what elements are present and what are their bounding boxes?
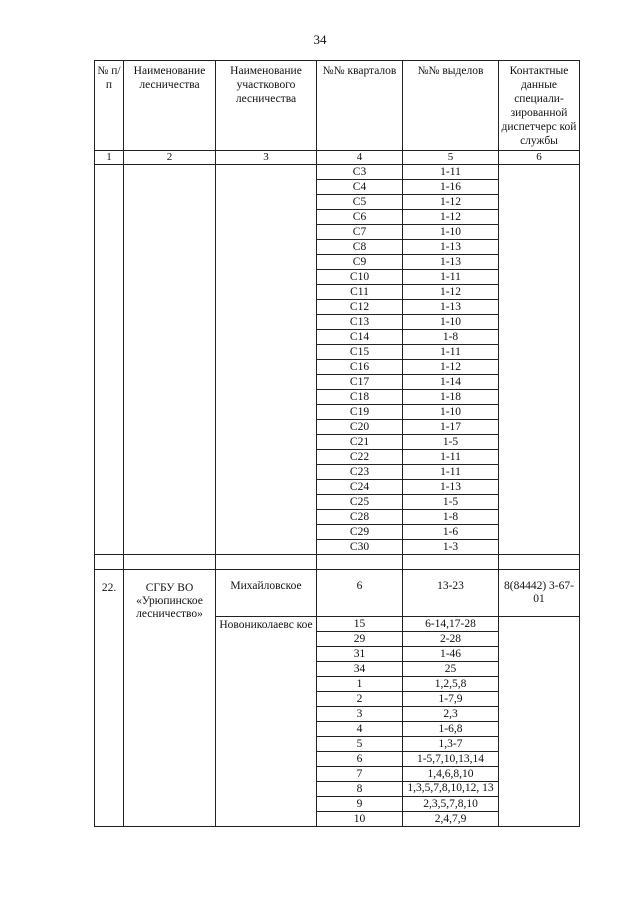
sections-cell: 1-18 — [403, 390, 499, 405]
sections-cell: 1,3,5,7,8,10,12, 13 — [403, 782, 499, 797]
sections-cell: 1-11 — [403, 450, 499, 465]
sections-cell: 1-13 — [403, 255, 499, 270]
spacer-cell — [124, 555, 216, 570]
quarter-cell: 10 — [317, 812, 403, 827]
quarter-cell: С19 — [317, 405, 403, 420]
quarter-cell: 29 — [317, 632, 403, 647]
quarter-cell: С12 — [317, 300, 403, 315]
quarter-cell: 6 — [317, 752, 403, 767]
entry-22-row — [95, 570, 580, 617]
sections-cell: 1-11 — [403, 345, 499, 360]
sections-cell: 1-3 — [403, 540, 499, 555]
sections-cell: 2,3,5,7,8,10 — [403, 797, 499, 812]
sections-cell: 1,2,5,8 — [403, 677, 499, 692]
sections-cell: 25 — [403, 662, 499, 677]
sections-cell: 2-28 — [403, 632, 499, 647]
quarter-cell: С29 — [317, 525, 403, 540]
sections-cell: 1-11 — [403, 270, 499, 285]
quarter-cell: С22 — [317, 450, 403, 465]
spacer-row — [95, 555, 580, 570]
entry-num: 22. — [95, 570, 124, 827]
quarter-cell: С30 — [317, 540, 403, 555]
district-novonikolaevskoe: Новониколаевс кое — [216, 617, 317, 827]
sections-cell: 1-7,9 — [403, 692, 499, 707]
sections-cell: 2,3 — [403, 707, 499, 722]
quarter-cell: 2 — [317, 692, 403, 707]
header-num: № п/п — [95, 61, 124, 151]
quarter-cell: 6 — [317, 570, 403, 617]
sections-cell: 1-13 — [403, 480, 499, 495]
table-body — [95, 61, 580, 827]
contact-cell-empty — [499, 617, 580, 827]
sections-cell: 1-5 — [403, 435, 499, 450]
quarter-cell: С16 — [317, 360, 403, 375]
sections-cell: 1,3-7 — [403, 737, 499, 752]
sections-cell: 1-5,7,10,13,14 — [403, 752, 499, 767]
quarter-cell: С10 — [317, 270, 403, 285]
sections-cell: 1-13 — [403, 240, 499, 255]
quarter-cell: С15 — [317, 345, 403, 360]
column-number: 3 — [216, 151, 317, 165]
entry-forestry: СГБУ ВО «Урюпинское лесничество» — [124, 570, 216, 827]
quarter-cell: С21 — [317, 435, 403, 450]
column-number: 4 — [317, 151, 403, 165]
sections-cell: 1-6,8 — [403, 722, 499, 737]
header-row — [95, 61, 580, 151]
sections-cell: 1-11 — [403, 165, 499, 180]
header-district: Наименование участкового лесничества — [216, 61, 317, 151]
sections-cell: 1-5 — [403, 495, 499, 510]
sections-cell: 1-6 — [403, 525, 499, 540]
sections-cell: 6-14,17-28 — [403, 617, 499, 632]
sections-cell: 1-11 — [403, 465, 499, 480]
quarter-cell: 15 — [317, 617, 403, 632]
num-cell-empty — [95, 165, 124, 555]
quarter-cell: С25 — [317, 495, 403, 510]
sections-cell: 1-17 — [403, 420, 499, 435]
header-contact: Контактные данные специали-зированной диспетчерс кой службы — [499, 61, 580, 151]
contact-cell-empty — [499, 165, 580, 555]
quarter-cell: С18 — [317, 390, 403, 405]
quarter-cell: С24 — [317, 480, 403, 495]
quarter-cell: С3 — [317, 165, 403, 180]
column-number: 5 — [403, 151, 499, 165]
page-number: 34 — [313, 32, 327, 47]
sections-cell: 1-13 — [403, 300, 499, 315]
column-number: 2 — [124, 151, 216, 165]
quarter-cell: 1 — [317, 677, 403, 692]
quarter-cell: С9 — [317, 255, 403, 270]
column-number: 1 — [95, 151, 124, 165]
quarter-cell: С28 — [317, 510, 403, 525]
sections-cell: 1-14 — [403, 375, 499, 390]
quarter-cell: С23 — [317, 465, 403, 480]
forest-table — [94, 60, 580, 827]
header-quarters: №№ кварталов — [317, 61, 403, 151]
forestry-cell-empty — [124, 165, 216, 555]
quarter-cell: 9 — [317, 797, 403, 812]
entry-contact: 8(84442) 3-67-01 — [499, 570, 580, 617]
sections-cell: 1-46 — [403, 647, 499, 662]
spacer-cell — [216, 555, 317, 570]
column-number-row — [95, 151, 580, 165]
spacer-cell — [499, 555, 580, 570]
quarter-cell: 34 — [317, 662, 403, 677]
sections-cell: 13-23 — [403, 570, 499, 617]
quarter-cell: С13 — [317, 315, 403, 330]
quarter-cell: С6 — [317, 210, 403, 225]
sections-cell: 1-10 — [403, 315, 499, 330]
sections-cell: 1-12 — [403, 360, 499, 375]
quarter-cell: 4 — [317, 722, 403, 737]
quarter-cell: 7 — [317, 767, 403, 782]
sections-cell: 1-12 — [403, 195, 499, 210]
quarter-cell: 5 — [317, 737, 403, 752]
header-forestry: Наименование лесничества — [124, 61, 216, 151]
quarter-cell: 31 — [317, 647, 403, 662]
sections-cell: 1-8 — [403, 510, 499, 525]
spacer-cell — [95, 555, 124, 570]
sections-cell: 1-10 — [403, 225, 499, 240]
quarter-cell: С14 — [317, 330, 403, 345]
quarter-cell: 8 — [317, 782, 403, 797]
quarter-cell: С20 — [317, 420, 403, 435]
spacer-cell — [403, 555, 499, 570]
quarter-cell: 3 — [317, 707, 403, 722]
column-number: 6 — [499, 151, 580, 165]
sections-cell: 1-12 — [403, 210, 499, 225]
sections-cell: 1-12 — [403, 285, 499, 300]
sections-cell: 1-10 — [403, 405, 499, 420]
spacer-cell — [317, 555, 403, 570]
quarter-cell: С5 — [317, 195, 403, 210]
district-mikhaylovskoe: Михайловское — [216, 570, 317, 617]
header-sections: №№ выделов — [403, 61, 499, 151]
quarter-cell: С4 — [317, 180, 403, 195]
sections-cell: 1,4,6,8,10 — [403, 767, 499, 782]
district-cell-empty — [216, 165, 317, 555]
quarter-cell: С7 — [317, 225, 403, 240]
sections-cell: 1-16 — [403, 180, 499, 195]
sections-cell: 1-8 — [403, 330, 499, 345]
quarter-cell: С17 — [317, 375, 403, 390]
quarter-cell: С8 — [317, 240, 403, 255]
sections-cell: 2,4,7,9 — [403, 812, 499, 827]
quarter-cell: С11 — [317, 285, 403, 300]
table-row — [95, 165, 580, 180]
